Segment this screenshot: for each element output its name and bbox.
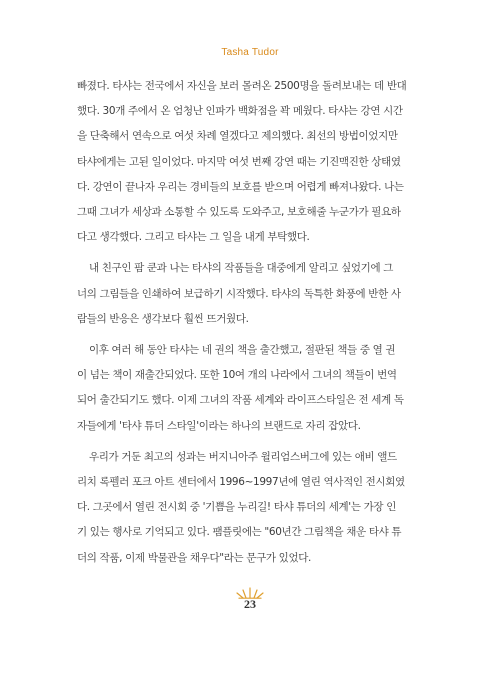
text-line: 다. 그곳에서 열린 전시회 중 '기쁨을 누리길! 타샤 튜더의 세계'는 가장 인 [77, 501, 396, 514]
text-line: 타샤에게는 고된 일이었다. 마지막 여섯 번째 강연 때는 기진맥진한 상태였 [77, 155, 401, 168]
text-line: 이 넘는 책이 재출간되었다. 또한 10여 개의 나라에서 그녀의 책들이 번역 [77, 369, 397, 382]
text-line: 더의 작품, 이제 박물관을 채우다"라는 문구가 있었다. [77, 551, 312, 564]
paragraph-4 [77, 445, 431, 571]
text-line: 자들에게 '타샤 튜더 스타일'이라는 하나의 브랜드로 자리 잡았다. [77, 419, 361, 432]
body-text [77, 74, 431, 577]
page-number: 23 [244, 597, 256, 611]
paragraph-2 [77, 256, 431, 332]
text-line: 너의 그림들을 인쇄하여 보급하기 시작했다. 타샤의 독특한 화풍에 반한 사 [77, 287, 401, 300]
text-line: 했다. 30개 주에서 온 엄청난 인파가 백화점을 꽉 메웠다. 타샤는 강연 시간 [77, 105, 403, 118]
text-line: 기 있는 행사로 기억되고 있다. 팸플릿에는 "60년간 그림책을 채운 타샤 튜 [77, 526, 402, 539]
text-line: 이후 여러 해 동안 타샤는 네 권의 책을 출간했고, 절판된 책들 중 열 권 [77, 344, 396, 357]
paragraph-1 [77, 74, 431, 250]
text-line: 되어 출간되기도 했다. 이제 그녀의 작품 세계와 라이프스타일은 전 세계 독 [77, 394, 404, 407]
text-line: 다고 생각했다. 그리고 타샤는 그 일을 내게 부탁했다. [77, 231, 310, 244]
text-line: 다. 강연이 끝나자 우리는 경비들의 보호를 받으며 어렵게 빠져나왔다. 나는 [77, 180, 404, 193]
text-line: 람들의 반응은 생각보다 훨씬 뜨거웠다. [77, 312, 249, 325]
text-line: 우리가 거둔 최고의 성과는 버지니아주 윌리엄스버그에 있는 애비 앨드 [77, 450, 397, 463]
text-line: 리치 록펠러 포크 아트 센터에서 1996~1997년에 열린 역사적인 전시회였 [77, 476, 405, 489]
text-line: 빠졌다. 타샤는 전국에서 자신을 보러 몰려온 2500명을 돌려보내는 데 반대 [77, 80, 407, 92]
paragraph-3 [77, 338, 431, 439]
running-head: Tasha Tudor [221, 47, 279, 58]
text-line: 내 친구인 팜 쿤과 나는 타샤의 작품들을 대중에게 알리고 싶었기에 그 [77, 262, 394, 275]
text-line: 그때 그녀가 세상과 소통할 수 있도록 도와주고, 보호해줄 누군가가 필요하 [77, 206, 401, 219]
text-line: 을 단축해서 연속으로 여섯 차례 열겠다고 제의했다. 최선의 방법이었지만 [77, 130, 398, 143]
